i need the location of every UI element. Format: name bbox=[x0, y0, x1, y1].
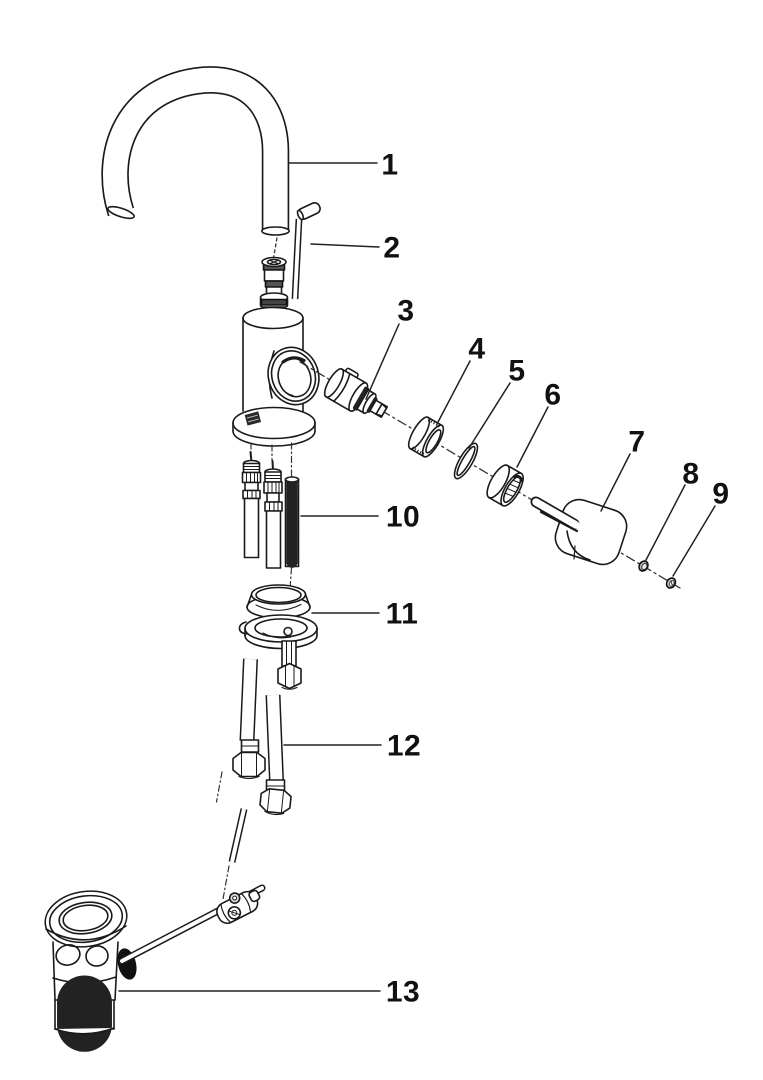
callout-number-8: 8 bbox=[682, 457, 700, 491]
escutcheon-cap bbox=[483, 462, 527, 509]
drain-assembly bbox=[42, 883, 265, 1034]
handle bbox=[536, 495, 631, 569]
leader-line-6 bbox=[517, 407, 548, 467]
check-valve-inserts bbox=[243, 452, 283, 568]
leader-line-3 bbox=[366, 324, 399, 399]
callout-number-6: 6 bbox=[544, 378, 562, 412]
leader-line-5 bbox=[469, 383, 510, 448]
spout bbox=[107, 80, 290, 235]
callout-number-5: 5 bbox=[508, 354, 526, 388]
supply-hose-left bbox=[233, 659, 265, 779]
callout-number-13: 13 bbox=[385, 975, 421, 1009]
cartridge-retaining-nut bbox=[405, 414, 447, 459]
drain-pull-rod bbox=[232, 809, 244, 862]
callout-number-2: 2 bbox=[383, 231, 401, 265]
leader-lines bbox=[119, 163, 715, 991]
grub-screw bbox=[665, 576, 677, 589]
callout-number-4: 4 bbox=[468, 332, 486, 366]
leader-line-7 bbox=[601, 454, 630, 511]
callout-number-3: 3 bbox=[397, 294, 415, 328]
swivel-adapter bbox=[261, 258, 288, 308]
leader-line-8 bbox=[646, 485, 685, 560]
cartridge bbox=[321, 363, 394, 426]
callout-number-9: 9 bbox=[712, 477, 730, 511]
callout-number-7: 7 bbox=[628, 425, 646, 459]
leader-line-4 bbox=[437, 361, 470, 424]
threaded-rod bbox=[286, 477, 299, 567]
leader-line-9 bbox=[673, 506, 715, 576]
callout-number-11: 11 bbox=[385, 597, 419, 631]
callout-number-10: 10 bbox=[385, 500, 421, 534]
faucet-body bbox=[233, 308, 326, 447]
o-ring bbox=[450, 440, 481, 481]
set-screw bbox=[637, 559, 649, 572]
lever-rod bbox=[295, 201, 322, 299]
callout-number-12: 12 bbox=[386, 729, 422, 763]
leader-line-2 bbox=[311, 244, 379, 247]
callout-number-1: 1 bbox=[381, 148, 399, 182]
spout-center-line bbox=[274, 238, 278, 258]
callout-numbers bbox=[381, 149, 729, 1009]
supply-hose-right bbox=[259, 695, 291, 816]
